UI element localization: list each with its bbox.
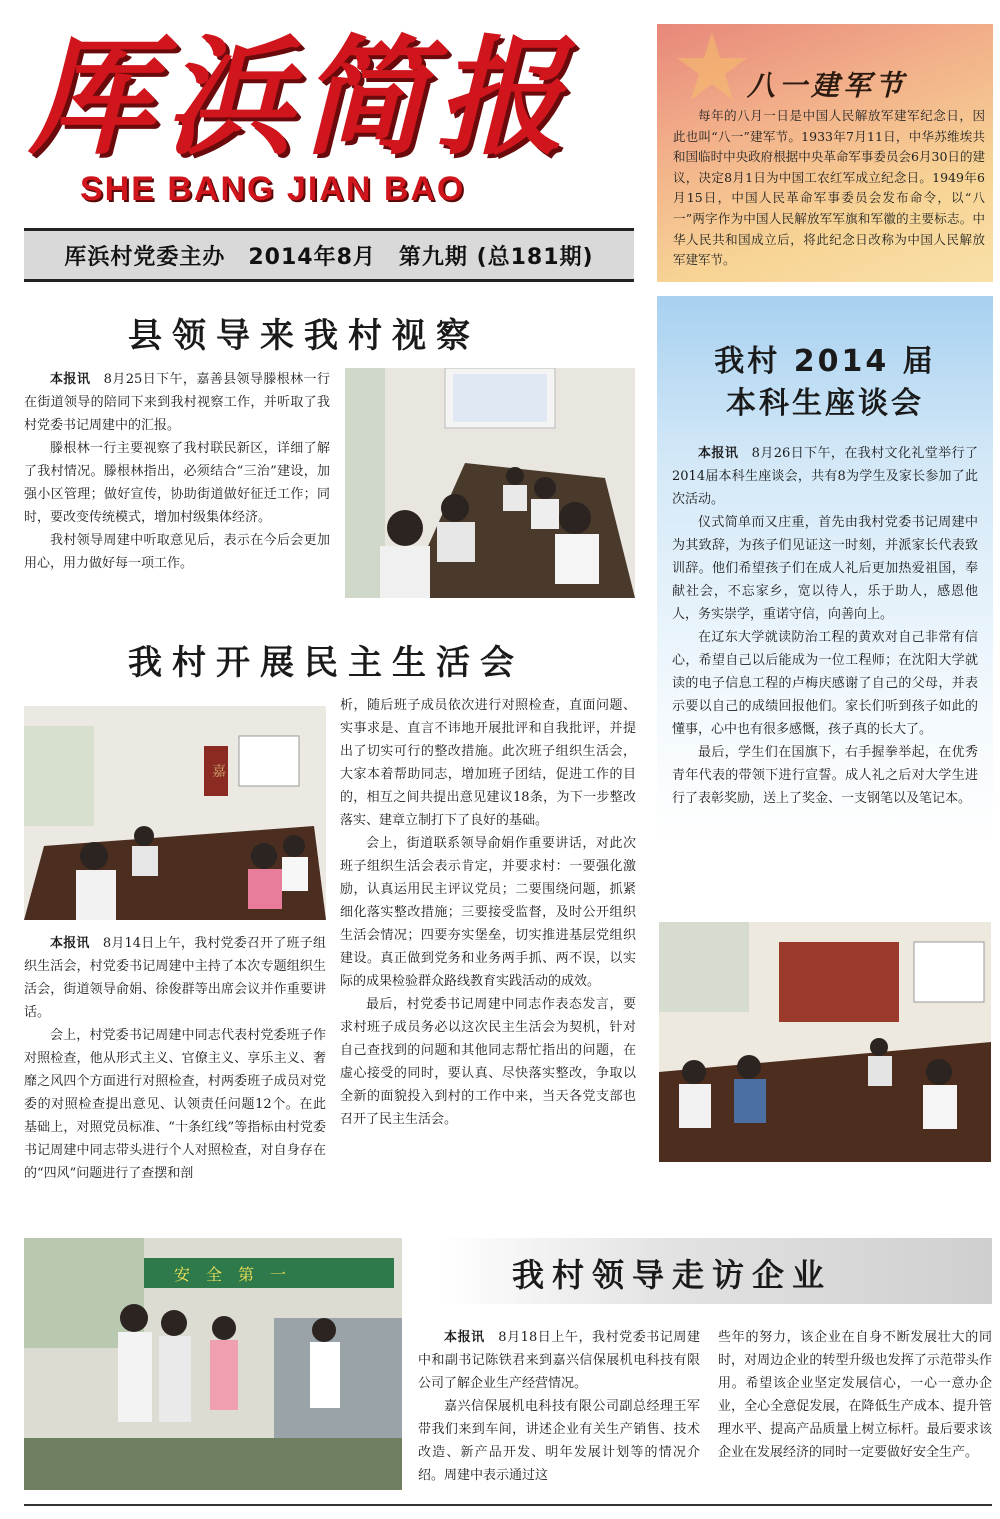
article2-p2: 会上，村党委书记周建中同志代表村党委班子作对照检查，他从形式主义、官僚主义、享乐主义、奢靡之风四个方面进行对照检查，村两委班子成员对党委的对照检查提出意见、认领责任问题12个。在此基础上，对照党员标准、“十条红线”等指标由村党委书记周建中同志带头进行个人对照检查，对自身存在的“四风”问题进行了查摆和剖 (24, 1028, 326, 1181)
article4-body-right (718, 1326, 992, 1464)
article1-body (24, 368, 330, 575)
article2-body-right (340, 694, 636, 1131)
article2-lead: 本报讯 (50, 936, 90, 951)
article1-headline: 县领导来我村视察 (128, 316, 480, 356)
article4-headline: 我村领导走访企业 (512, 1256, 833, 1294)
graduates-photo (659, 922, 991, 1162)
article2-p1: 8月14日上午，我村党委召开了班子组织生活会，村党委书记周建中主持了本次专题组织生活会，街道领导俞娟、徐俊群等出席会议并作重要讲话。 (24, 936, 326, 1020)
bayi-title: 八一建军节 (746, 69, 907, 102)
article2-p5: 最后，村党委书记周建中同志作表态发言，要求村班子成员务必以这次民主生活会为契机，针对自己查找到的问题和其他同志帮忙指出的问题，在虚心接受的同时，要认真、尽快落实整改，争取以全新的面貌投入到村的工作中来，当天各党支部也召开了民主生活会。 (340, 997, 636, 1127)
article1-lead: 本报讯 (50, 372, 91, 387)
article2-p4: 会上，街道联系领导俞娟作重要讲话，对此次班子组织生活会表示肯定，并要求村：一要强化激励，认真运用民主评议党员；二要围绕问题，抓紧细化落实整改措施；三要接受监督，及时公开组织生活会情况；四要夯实堡垒，切实推进基层党组织建设。真正做到党务和业务两手抓、两不误，以实际的成果检验群众路线教育实践活动的成效。 (340, 836, 636, 989)
article3-p4: 最后，学生们在国旗下，右手握拳举起，在优秀青年代表的带领下进行宣誓。成人礼之后对大学生进行了表彰奖励，送上了奖金、一支钢笔以及笔记本。 (672, 745, 978, 806)
bottom-rule (24, 1504, 992, 1506)
article3-body (672, 442, 978, 810)
bayi-text: 每年的八月一日是中国人民解放军建军纪念日，因此也叫“八一”建军节。1933年7月11日，中华苏维埃共和国临时中央政府根据中央革命军事委员会6月30日的建议，决定8月1日为中国工农红军成立纪念日。1949年6月15日，中国人民革命军事委员会发布命令，以“八一”两字作为中国人民解放军军旗和军徽的主要标志。中华人民共和国成立后，将此纪念日改称为中国人民解放军建军节。 (673, 108, 985, 268)
bayi-box (657, 24, 993, 282)
article3-lead: 本报讯 (698, 446, 739, 461)
article1-p2: 滕根林一行主要视察了我村联民新区，详细了解了我村情况。滕根林指出，必须结合“三治”建设，加强小区管理；做好宣传，协助街道做好征迁工作；同时，要改变传统模式，增加村级集体经济。 (24, 441, 330, 525)
article4-p3: 些年的努力，该企业在自身不断发展壮大的同时，对周边企业的转型升级也发挥了示范带头作用。希望该企业坚定发展信心，一心一意办企业，全心全意促发展，在降低生产成本、提升管理水平、提高产品质量上树立标杆。最后要求该企业在发展经济的同时一定要做好安全生产。 (718, 1330, 992, 1460)
masthead-title: 厍浜简报 (28, 23, 573, 173)
article2-body-left (24, 932, 326, 1185)
article1-p1: 8月25日下午，嘉善县领导滕根林一行在街道领导的陪同下来到我村视察工作，并听取了我村党委书记周建中的汇报。 (24, 372, 330, 433)
article3-p2: 仪式简单而又庄重，首先由我村党委书记周建中为其致辞，为孩子们见证这一时刻，并派家长代表致训辞。他们希望孩子们在成人礼后更加热爱祖国，奉献社会，不忘家乡，宽以待人，乐于助人，感恩他人，务实崇学，重诺守信，向善向上。 (672, 515, 978, 622)
masthead-subtitle: SHE BANG JIAN BAO (80, 170, 466, 208)
meeting-photo-2 (24, 706, 326, 920)
meeting-photo-1 (345, 368, 635, 598)
issue-bar: 厍浜村党委主办 2014年8月 第九期 (总181期) (24, 228, 634, 282)
factory-sign: 安 全 第 一 (174, 1265, 287, 1284)
article4-p2: 嘉兴信保展机电科技有限公司副总经理王军带我们来到车间，讲述企业有关生产销售、技术改造、新产品开发、明年发展计划等的情况介绍。周建中表示通过这 (418, 1399, 700, 1483)
article2-p3: 析，随后班子成员依次进行对照检查，直面问题、实事求是、直言不讳地开展批评和自我批评，并提出了切实可行的整改措施。此次班子组织生活会，大家本着帮助同志，增加班子团结，促进工作的目的，相互之间共提出意见建议18条，为下一步整改落实、建章立制打下了良好的基础。 (340, 698, 636, 828)
factory-photo (24, 1238, 402, 1490)
article3-p1: 8月26日下午，在我村文化礼堂举行了2014届本科生座谈会，共有8为学生及家长参加了此次活动。 (672, 446, 978, 507)
article3-p3: 在辽东大学就读防治工程的黄欢对自己非常有信心，希望自己以后能成为一位工程师；在沈阳大学就读的电子信息工程的卢梅庆感谢了自己的父母，并表示要以自己的成绩回报他们。家长们听到孩子如此的懂事，心中也有很多感慨，孩子真的长大了。 (672, 630, 978, 737)
article3-headline-2: 本科生座谈会 (726, 386, 924, 421)
article2-headline: 我村开展民主生活会 (128, 643, 524, 683)
article1-p3: 我村领导周建中听取意见后，表示在今后会更加用心，用力做好每一项工作。 (24, 533, 330, 571)
article4-p1: 8月18日上午，我村党委书记周建中和副书记陈铁君来到嘉兴信保展机电科技有限公司了解企业生产经营情况。 (418, 1330, 700, 1391)
article3-headline-1: 我村 2014 届 (714, 344, 936, 379)
article4-lead: 本报讯 (444, 1330, 485, 1345)
article4-body-left (418, 1326, 700, 1487)
hall-sign: 嘉 (212, 764, 226, 780)
